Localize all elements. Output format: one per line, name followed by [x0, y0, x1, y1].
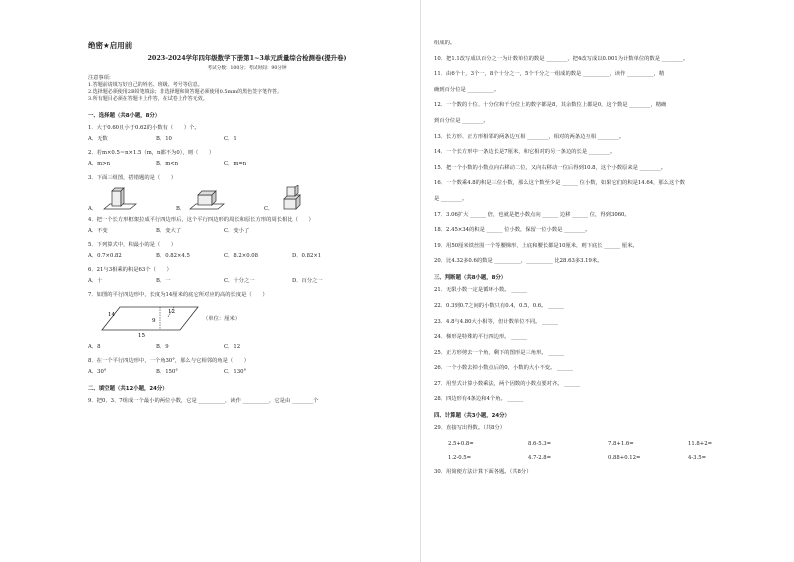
side-label-12: 12 — [168, 309, 175, 315]
option-c[interactable]: C．十分之一 — [224, 278, 255, 284]
question-25: 25．正方形剪去一个角，剩下的图形是三角形。 ______ — [434, 349, 565, 356]
option-b[interactable]: B．变大了 — [156, 228, 182, 234]
question-23: 23．4.8与4.80大小相等，但计数单位不同。 ______ — [434, 318, 558, 325]
question-13: 13．长方形、正方形相邻的两条边互相 ________，相对的两条边互相 ________。 — [434, 133, 625, 140]
block-figure-c-icon — [276, 185, 316, 213]
question-17: 17．3.06扩大 ______ 倍，也就是把小数点向 ______ 边移 ______ 位，得到3060。 — [434, 211, 630, 218]
option-b[interactable]: B．一 — [156, 278, 171, 284]
figure-a[interactable] — [88, 185, 176, 213]
question-20: 20．比4.32多0.6的数是 __________，__________ 比28.63多3.19米。 — [434, 258, 603, 265]
right-column — [434, 40, 774, 552]
question-16-continued: 是 ________。 — [434, 195, 468, 202]
question-1: 1．大于0.60且小于0.62的小数有（ ）个。 — [88, 125, 200, 131]
question-6-options — [88, 278, 406, 285]
question-18: 18．2.45×34的积是 ______ 位小数，保留一位小数是 ________。 — [434, 227, 591, 234]
option-b[interactable]: B．m<n — [156, 161, 179, 167]
block-figure-b-icon — [188, 185, 228, 213]
side-label-14: 14 — [108, 312, 115, 318]
option-a[interactable]: A．8 — [88, 344, 101, 350]
notes-title: 注意事项： — [88, 75, 114, 81]
left-column — [88, 40, 406, 552]
option-c: C． — [264, 206, 274, 212]
parallelogram-figure — [88, 302, 406, 340]
calc-item[interactable]: 2.5+0.8= — [448, 441, 474, 448]
question-5: 5．下列算式中，积最小的是（ ） — [88, 242, 177, 248]
question-9: 9．把0、3、7组成一个最小的两位小数，它是 __________，读作 __________，它是由 ________个 — [88, 398, 319, 404]
section-fill-heading: 二、填空题（共12小题，24分） — [88, 386, 168, 392]
height-label-9: 9 — [152, 318, 156, 324]
option-b[interactable]: B．9 — [156, 344, 169, 350]
block-figure-a-icon — [100, 185, 140, 213]
calc-item[interactable]: 7.8+1.6= — [608, 441, 634, 448]
question-28: 28．四边形有4条边和4个角。 ______ — [434, 396, 524, 403]
question-6: 6．21与3相乘的积是63个（ ） — [88, 267, 172, 273]
option-a: A． — [88, 206, 98, 212]
question-12-continued: 到百分位是 ________。 — [434, 117, 489, 124]
option-c[interactable]: C．m=n — [224, 161, 247, 167]
parallelogram-diagram — [96, 302, 206, 340]
option-b[interactable]: B．10 — [156, 136, 172, 142]
option-a[interactable]: A．不变 — [88, 228, 108, 234]
question-7-options — [88, 344, 406, 351]
question-22: 22．0.3到0.7之间的小数只有0.4，0.5，0.6。 ______ — [434, 302, 564, 309]
option-c[interactable]: C．1 — [224, 136, 237, 142]
section-calc-heading: 四、计算题（共3小题，24分） — [434, 413, 510, 420]
calc-item[interactable]: 0.88+0.12= — [608, 455, 641, 462]
question-15: 15．把一个小数的小数点向右移动二位，又向右移动一位后得到10.8，这个小数原来是 ________。 — [434, 164, 667, 171]
note-2: 2.选择题必须使用2B铅笔填涂；非选择题和简答题必须使用0.5mm的黑色签字笔作答。 — [88, 89, 283, 95]
option-c[interactable]: C．变小了 — [224, 228, 250, 234]
question-3: 3．下面三组图，搭错题的是（ ） — [88, 175, 177, 181]
calc-item[interactable]: 4-3.5= — [688, 455, 707, 462]
question-1-options — [88, 136, 406, 143]
question-14: 14．一个长方形中一条边长是7厘米，和它相对的另一条边的长是 ________。 — [434, 149, 616, 156]
option-d[interactable]: D．0.82×1 — [292, 253, 322, 259]
note-1: 1.答题前请填写好自己的姓名、班级、考号等信息。 — [88, 82, 203, 88]
exam-title: 2023-2024学年四年级数学下册第1~3单元质量综合检测卷(提升卷) — [147, 54, 347, 62]
question-27: 27．用竖式计算小数乘法，两个因数的小数点要对齐。 ______ — [434, 380, 581, 387]
unit-label: （单位：厘米） — [203, 316, 241, 322]
question-5-options — [88, 253, 406, 260]
exam-info: 考试分数：100分；考试时间：90分钟 — [207, 66, 287, 71]
question-30: 30．用简便方法计算下面各题。（共8分） — [434, 469, 532, 476]
question-16: 16．一个数乘4.8的积是三位小数，那么这个数至少是 ______ 位小数，如果它们的积是14.64，那么这个数 — [434, 180, 685, 187]
question-4-options — [88, 228, 406, 235]
option-a[interactable]: A．无数 — [88, 136, 108, 142]
option-a[interactable]: A．m>n — [88, 161, 110, 167]
question-26: 26．一个小数去掉小数点后的0，小数的大小不变。 ______ — [434, 365, 573, 372]
section-judge-heading: 三、判断题（共8小题，8分） — [434, 275, 507, 282]
question-2-options — [88, 161, 406, 168]
column-divider — [420, 0, 421, 562]
question-9-continued: 组成的。 — [434, 40, 456, 46]
option-a[interactable]: A．十 — [88, 278, 103, 284]
option-a[interactable]: A．0.7×0.82 — [88, 253, 122, 259]
note-3: 3.所有题目必须在答题卡上作答，在试卷上作答无效。 — [88, 96, 208, 102]
question-3-figures — [88, 185, 406, 213]
option-b[interactable]: B．0.82×4.5 — [156, 253, 190, 259]
calc-item[interactable]: 8.6-5.3= — [528, 441, 552, 448]
question-7: 7．如图的平行四边形中，长度为14厘米的底它所对应的高的长度是（ ） — [88, 292, 268, 298]
question-29: 29．直接写出得数。（共8分） — [434, 425, 506, 432]
question-11: 11．由6个十，3个一，8个十分之一，5个千分之一组成的数是 __________，读作 __________，精 — [434, 71, 665, 78]
base-label-15: 15 — [138, 333, 145, 339]
calc-row-1 — [448, 441, 774, 448]
question-8: 8．在一个平行四边形中，一个角30°，那么与它相邻的角是（ ） — [88, 358, 250, 364]
calc-item[interactable]: 11.8+2= — [688, 441, 713, 448]
calc-row-2 — [448, 455, 774, 462]
option-b[interactable]: B．150° — [156, 369, 178, 375]
option-c[interactable]: C．12 — [224, 344, 241, 350]
question-19: 19．用50厘米铁丝围一个等腰梯形，上底和腰长都是10厘米，则下底长 ______ 厘米。 — [434, 242, 638, 249]
question-11-continued: 确到百分位是 __________。 — [434, 86, 500, 93]
calc-item[interactable]: 1.2-0.5= — [448, 455, 472, 462]
option-a[interactable]: A．30° — [88, 369, 107, 375]
option-c[interactable]: C．8.2×0.08 — [224, 253, 259, 259]
calc-item[interactable]: 4.7-2.8= — [528, 455, 552, 462]
figure-c[interactable] — [264, 185, 352, 213]
figure-b[interactable] — [176, 185, 264, 213]
option-b: B． — [176, 206, 186, 212]
question-2: 2．若m×0.5＝n×1.5（m，n都不为0），则（ ） — [88, 150, 215, 156]
question-10: 10．把1.1改写成以百分之一为计数单位的数是 ________，把4改写成以0.001为计数单位的数是 ________。 — [434, 55, 689, 62]
question-12: 12．一个数的十位、十分位和千分位上的数字都是8，其余数位上都是0，这个数是 ________，精确 — [434, 102, 667, 109]
secret-label: 绝密★启用前 — [88, 41, 133, 50]
option-d[interactable]: D．百分之一 — [292, 278, 323, 284]
section-choice-heading: 一、选择题（共8小题，8分） — [88, 113, 161, 119]
question-4: 4．把一个长方形框架拉成平行四边形后，这个平行四边形的周长和原长方形的周长相比（ ） — [88, 217, 314, 223]
question-24: 24．梯形是特殊的平行四边形。 ______ — [434, 334, 528, 341]
question-21: 21．无限小数一定是循环小数。 ______ — [434, 287, 528, 294]
question-8-options — [88, 369, 406, 376]
option-c[interactable]: C．130° — [224, 369, 247, 375]
